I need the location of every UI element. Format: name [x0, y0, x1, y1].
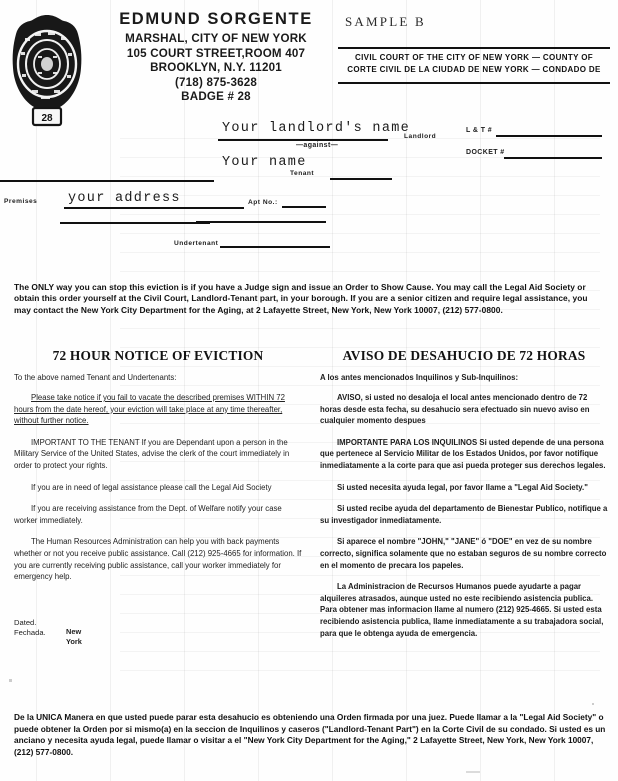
dated-label: Dated. [14, 618, 37, 627]
spanish-paragraph-3: Si usted necesita ayuda legal, por favor llame a "Legal Aid Society." [337, 482, 588, 492]
marshal-badge-line: BADGE # 28 [181, 90, 251, 104]
sample-label: SAMPLE B [345, 14, 426, 29]
badge-number-text: 28 [41, 113, 53, 124]
landlord-name-value[interactable]: Your landlord's name [222, 121, 411, 136]
fechada-label: Fechada. [14, 628, 46, 637]
undertenant-label: Undertenant [174, 240, 219, 247]
premises-rule [64, 207, 244, 209]
spanish-paragraph-4: Si usted recibe ayuda del departamento de Bienestar Publico, notifique a su investigador inmediatamente. [320, 504, 608, 525]
english-paragraph-2: IMPORTANT TO THE TENANT If you are Dependant upon a person in the Military Service of the United States, advise the clerk of the court immediately in order to protect your rights. [14, 437, 290, 470]
undertenant-rule [220, 246, 330, 248]
letterhead [86, 10, 346, 105]
spanish-paragraph-6: La Administracion de Recursos Humanos puede ayudarte a pagar alquileres atrasados, aunque usted no este recibiendo asistencia publica. Para obtener mas informacion llame al numero (212) 925-4665. Si usted esta recibiendo asistencia publica, llame inmediatamente a su trabajadora social, para que le obtenga ayuda de emergencia. [320, 582, 604, 638]
english-heading: 72 HOUR NOTICE OF EVICTION [52, 348, 264, 363]
marshal-name: EDMUND SORGENTE [119, 10, 313, 28]
against-separator: —against— [296, 142, 339, 149]
tenant-rule-right [330, 178, 392, 180]
spanish-paragraph-5: Si aparece el nombre "JOHN," "JANE" ó "DOE" en vez de su nombre correcto, significa solamente que no estaban seguros de su nombre correcto en el momento de precara los papeles. [320, 537, 607, 570]
caption-rule-mid-right [196, 221, 326, 223]
court-line-spanish: CORTE CIVIL DE LA CIUDAD DE NEW YORK — CONDADO DE [347, 65, 601, 74]
tenant-role-label: Tenant [290, 170, 315, 177]
spanish-notice-column [320, 348, 608, 649]
court-rule-top [338, 47, 610, 49]
docket-number-rule [504, 157, 602, 159]
scan-speck [592, 703, 594, 705]
spanish-paragraph-1: AVISO, si usted no desaloja el local antes mencionado dentro de 72 horas desde esta fecha, su desahucio sera efectuado sin nuevo aviso en cualquier momento despues [320, 393, 590, 426]
english-notice-column [14, 348, 302, 593]
dated-block [14, 618, 82, 646]
english-paragraph-4: If you are receiving assistance from the Dept. of Welfare notify your case worker immediately. [14, 504, 282, 525]
english-paragraph-5: The Human Resources Administration can help you with back payments whether or not you receive public assistance. Call (212) 925-4665 for information. If you are currently receiving public assistance, call your worker immediately for emergency help. [14, 537, 302, 582]
tenant-rule-left [0, 180, 214, 182]
police-badge-icon [8, 12, 86, 128]
scan-speck [466, 771, 480, 773]
court-line-english: CIVIL COURT OF THE CITY OF NEW YORK — COUNTY OF [354, 53, 594, 62]
english-lead: To the above named Tenant and Undertenants: [14, 373, 177, 382]
lt-number-rule [496, 135, 602, 137]
marshal-street: 105 COURT STREET,ROOM 407 [126, 46, 306, 60]
lt-number-label: L & T # [466, 127, 493, 134]
apt-no-label: Apt No.: [248, 199, 278, 206]
marshal-title: MARSHAL, CITY OF NEW YORK [125, 32, 307, 45]
docket-number-label: DOCKET # [466, 149, 505, 156]
spanish-heading: AVISO DE DESAHUCIO DE 72 HORAS [342, 348, 586, 363]
court-header [338, 52, 610, 76]
landlord-role-label: Landlord [404, 133, 437, 140]
marshal-city: BROOKLYN, N.Y. 11201 [150, 61, 282, 75]
court-rule-bottom [338, 82, 610, 84]
marshal-phone: (718) 875-3628 [174, 75, 258, 89]
spanish-paragraph-2: IMPORTANTE PARA LOS INQUILINOS Si usted depende de una persona que pertenece al Servicio Militar de los Estados Unidos, por favor notifique inmediatamente a la corte para que asi pueda proteger sus derechos legales. [320, 437, 606, 470]
spanish-lead: A los antes mencionados Inquilinos y Sub-Inquilinos: [320, 373, 519, 382]
english-paragraph-1: Please take notice if you fail to vacate the described premises WITHIN 72 hours from the date hereof, your eviction will take place at any time thereafter, without further notice. [14, 393, 285, 426]
english-paragraph-3: If you are in need of legal assistance please call the Legal Aid Society [31, 482, 272, 492]
eviction-warning-paragraph: The ONLY way you can stop this eviction is if you have a Judge sign and issue an Order to Show Cause. You may call the Legal Aid Society or obtain this order yourself at the Civil Court, Landlord-Tenant part, in your borough. If you are a senior citizen and require legal assistance, you may contact the New York City Department for the Aging, at 2 Lafayette Street, New York, New York 10007, (212) 577-0800. [14, 282, 588, 315]
apt-no-rule [282, 206, 326, 208]
caption-rule-mid-left [60, 222, 210, 224]
footer-spanish-warning: De la UNICA Manera en que usted puede parar esta desahucio es obteniendo una Orden firmada por una juez. Puede llamar a la "Legal Aid Society" o puede obtener la Orden por si mismo(a) en la seccion de Inquilinos y caseros ("Landlord-Tenant Part") en la Corte Civil de su condado. Si usted es un anciano y necesita ayuda legal, puede llamar o visitar a el "New York City Department for the Aging," 2 Lafayette Street, New York, New York 10007, (212) 577-0800. [14, 712, 606, 757]
premises-label: Premises [4, 198, 38, 205]
tenant-name-value[interactable]: Your name [222, 155, 307, 170]
premises-value[interactable]: your address [68, 191, 181, 206]
landlord-name-rule [218, 139, 388, 141]
dated-place: New York [66, 627, 82, 646]
scan-speck [9, 679, 12, 682]
